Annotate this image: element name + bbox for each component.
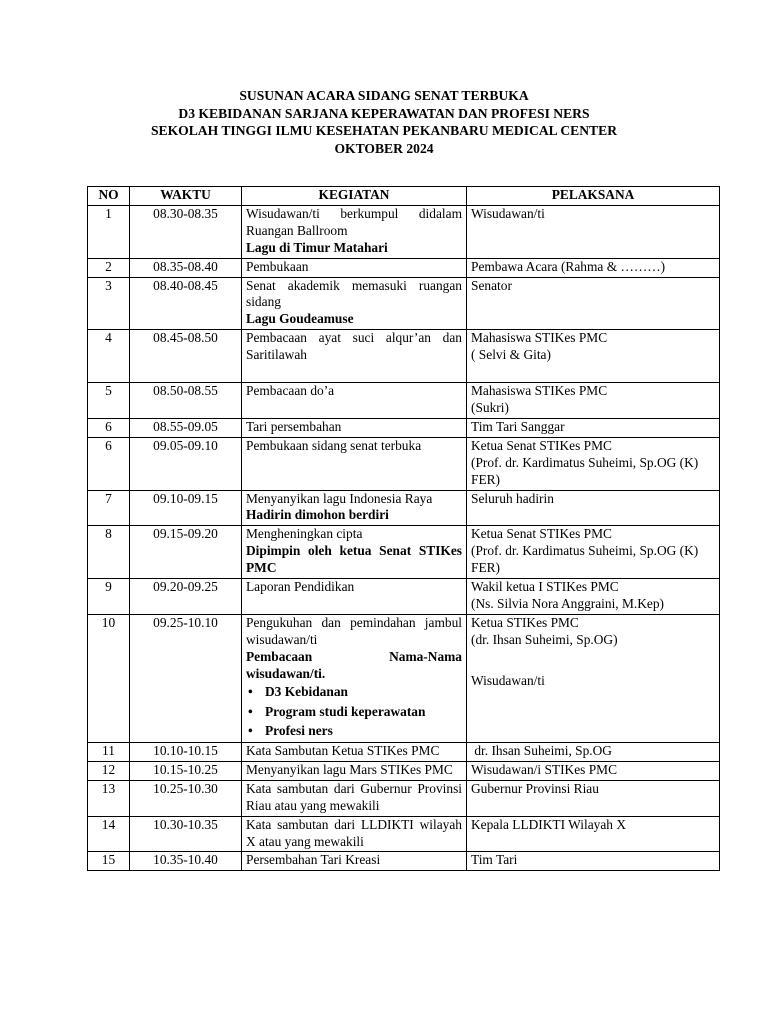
table-row — [88, 852, 720, 871]
performer-line: Ketua Senat STIKes PMC — [471, 526, 612, 542]
row-activity: Kata Sambutan Ketua STIKes PMC — [242, 742, 467, 761]
table-row — [88, 579, 720, 615]
title-line-4: OKTOBER 2024 — [334, 140, 434, 156]
title-line-1: SUSUNAN ACARA SIDANG SENAT TERBUKA — [239, 88, 529, 103]
row-no: 10 — [88, 614, 130, 742]
row-time: 08.40-08.45 — [130, 277, 242, 330]
row-performer — [467, 579, 720, 615]
row-activity: Pembukaan sidang senat terbuka — [242, 437, 467, 490]
row-no: 12 — [88, 761, 130, 780]
row-no: 9 — [88, 579, 130, 615]
table-row — [88, 330, 720, 383]
activity-note: Dipimpin oleh ketua Senat STIKes PMC — [246, 543, 462, 576]
performer-line: Mahasiswa STIKes PMC — [471, 383, 608, 399]
activity-note: Lagu di Timur Matahari — [246, 239, 388, 255]
row-spacer — [246, 364, 462, 381]
performer-line: Wisudawan/ti — [471, 672, 545, 688]
row-performer — [467, 330, 720, 383]
activity-note: Hadirin dimohon berdiri — [246, 507, 389, 523]
header-no: NO — [88, 187, 130, 206]
header-time: WAKTU — [130, 187, 242, 206]
row-activity — [242, 277, 467, 330]
performer-line: (Prof. dr. Kardimatus Suheimi, Sp.OG (K) FER) — [471, 454, 699, 487]
table-row — [88, 437, 720, 490]
header-activity: KEGIATAN — [242, 187, 467, 206]
table-header-row — [88, 187, 720, 206]
row-activity: Kata sambutan dari LLDIKTI wilayah X atau yang mewakili — [242, 816, 467, 852]
row-performer — [467, 383, 720, 419]
row-no: 2 — [88, 258, 130, 277]
performer-line: (Ns. Silvia Nora Anggraini, M.Kep) — [471, 595, 665, 611]
row-performer — [467, 614, 720, 742]
schedule-table — [87, 186, 720, 871]
row-performer: Wisudawan/ti — [467, 205, 720, 258]
performer-line: (Sukri) — [471, 399, 509, 415]
performer-line: ( Selvi & Gita) — [471, 347, 551, 363]
row-performer: Senator — [467, 277, 720, 330]
row-activity: Laporan Pendidikan — [242, 579, 467, 615]
row-performer: Kepala LLDIKTI Wilayah X — [467, 816, 720, 852]
list-item: • Profesi ners — [265, 721, 462, 741]
row-no: 3 — [88, 277, 130, 330]
row-no: 13 — [88, 780, 130, 816]
row-performer — [467, 437, 720, 490]
table-row — [88, 614, 720, 742]
row-activity — [242, 205, 467, 258]
list-item: • Program studi keperawatan — [265, 702, 462, 722]
row-time: 10.30-10.35 — [130, 816, 242, 852]
row-activity — [242, 526, 467, 579]
table-row — [88, 780, 720, 816]
row-time: 08.55-09.05 — [130, 418, 242, 437]
row-time: 10.15-10.25 — [130, 761, 242, 780]
title-line-3: SEKOLAH TINGGI ILMU KESEHATAN PEKANBARU MEDICAL CENTER — [150, 123, 618, 138]
row-time: 08.50-08.55 — [130, 383, 242, 419]
table-row — [88, 816, 720, 852]
table-row — [88, 418, 720, 437]
row-time: 10.25-10.30 — [130, 780, 242, 816]
row-no: 11 — [88, 742, 130, 761]
row-performer: Seluruh hadirin — [467, 490, 720, 526]
row-no: 4 — [88, 330, 130, 383]
performer-line: Wakil ketua I STIKes PMC — [471, 579, 619, 595]
row-performer: Tim Tari — [467, 852, 720, 871]
row-performer: Pembawa Acara (Rahma & ………) — [467, 258, 720, 277]
row-time: 09.25-10.10 — [130, 614, 242, 742]
row-no: 15 — [88, 852, 130, 871]
row-time: 08.45-08.50 — [130, 330, 242, 383]
table-row — [88, 761, 720, 780]
program-list — [246, 682, 462, 741]
row-no: 5 — [88, 383, 130, 419]
table-row — [88, 490, 720, 526]
table-row — [88, 205, 720, 258]
table-row — [88, 258, 720, 277]
header-performer: PELAKSANA — [467, 187, 720, 206]
row-time: 09.05-09.10 — [130, 437, 242, 490]
document-title — [0, 87, 768, 157]
table-row — [88, 277, 720, 330]
row-no: 8 — [88, 526, 130, 579]
performer-line: (Prof. dr. Kardimatus Suheimi, Sp.OG (K) FER) — [471, 543, 699, 576]
activity-text: Senat akademik memasuki ruangan sidang — [246, 277, 462, 310]
row-activity — [242, 490, 467, 526]
row-performer: Gubernur Provinsi Riau — [467, 780, 720, 816]
list-item: • D3 Kebidanan — [265, 682, 462, 702]
row-performer — [467, 526, 720, 579]
activity-text: Mengheningkan cipta — [246, 526, 363, 542]
row-activity: Persembahan Tari Kreasi — [242, 852, 467, 871]
row-activity: Tari persembahan — [242, 418, 467, 437]
performer-line: Mahasiswa STIKes PMC — [471, 330, 608, 346]
row-no: 7 — [88, 490, 130, 526]
row-time: 08.35-08.40 — [130, 258, 242, 277]
row-activity — [242, 330, 467, 383]
row-time: 09.15-09.20 — [130, 526, 242, 579]
row-no: 14 — [88, 816, 130, 852]
row-time: 09.20-09.25 — [130, 579, 242, 615]
row-time: 08.30-08.35 — [130, 205, 242, 258]
activity-note: Lagu Goudeamuse — [246, 311, 354, 327]
row-activity: Pembacaan do’a — [242, 383, 467, 419]
performer-line: (dr. Ihsan Suheimi, Sp.OG) — [471, 631, 618, 647]
activity-text: Wisudawan/ti berkumpul didalam Ruangan Ballroom — [246, 205, 462, 238]
table-row — [88, 742, 720, 761]
row-activity: Kata sambutan dari Gubernur Provinsi Riau atau yang mewakili — [242, 780, 467, 816]
row-spacer — [471, 649, 715, 673]
performer-line: Ketua STIKes PMC — [471, 614, 579, 630]
row-time: 10.10-10.15 — [130, 742, 242, 761]
row-activity: Pembukaan — [242, 258, 467, 277]
performer-line: Ketua Senat STIKes PMC — [471, 437, 612, 453]
activity-text: Pembacaan ayat suci alqur’an dan Saritilawah — [246, 330, 462, 363]
row-performer: Wisudawan/i STIKes PMC — [467, 761, 720, 780]
activity-text: Pengukuhan dan pemindahan jambul wisudawan/ti — [246, 614, 462, 647]
activity-text: Menyanyikan lagu Indonesia Raya — [246, 490, 433, 506]
row-activity: Menyanyikan lagu Mars STIKes PMC — [242, 761, 467, 780]
row-time: 09.10-09.15 — [130, 490, 242, 526]
table-row — [88, 526, 720, 579]
row-no: 6 — [88, 418, 130, 437]
activity-note: Pembacaan Nama-Nama wisudawan/ti. — [246, 648, 462, 681]
title-line-2: D3 KEBIDANAN SARJANA KEPERAWATAN DAN PROFESI NERS — [178, 105, 590, 121]
row-no: 6 — [88, 437, 130, 490]
row-time: 10.35-10.40 — [130, 852, 242, 871]
row-activity — [242, 614, 467, 742]
row-performer: dr. Ihsan Suheimi, Sp.OG — [467, 742, 720, 761]
row-performer: Tim Tari Sanggar — [467, 418, 720, 437]
table-row — [88, 383, 720, 419]
row-no: 1 — [88, 205, 130, 258]
